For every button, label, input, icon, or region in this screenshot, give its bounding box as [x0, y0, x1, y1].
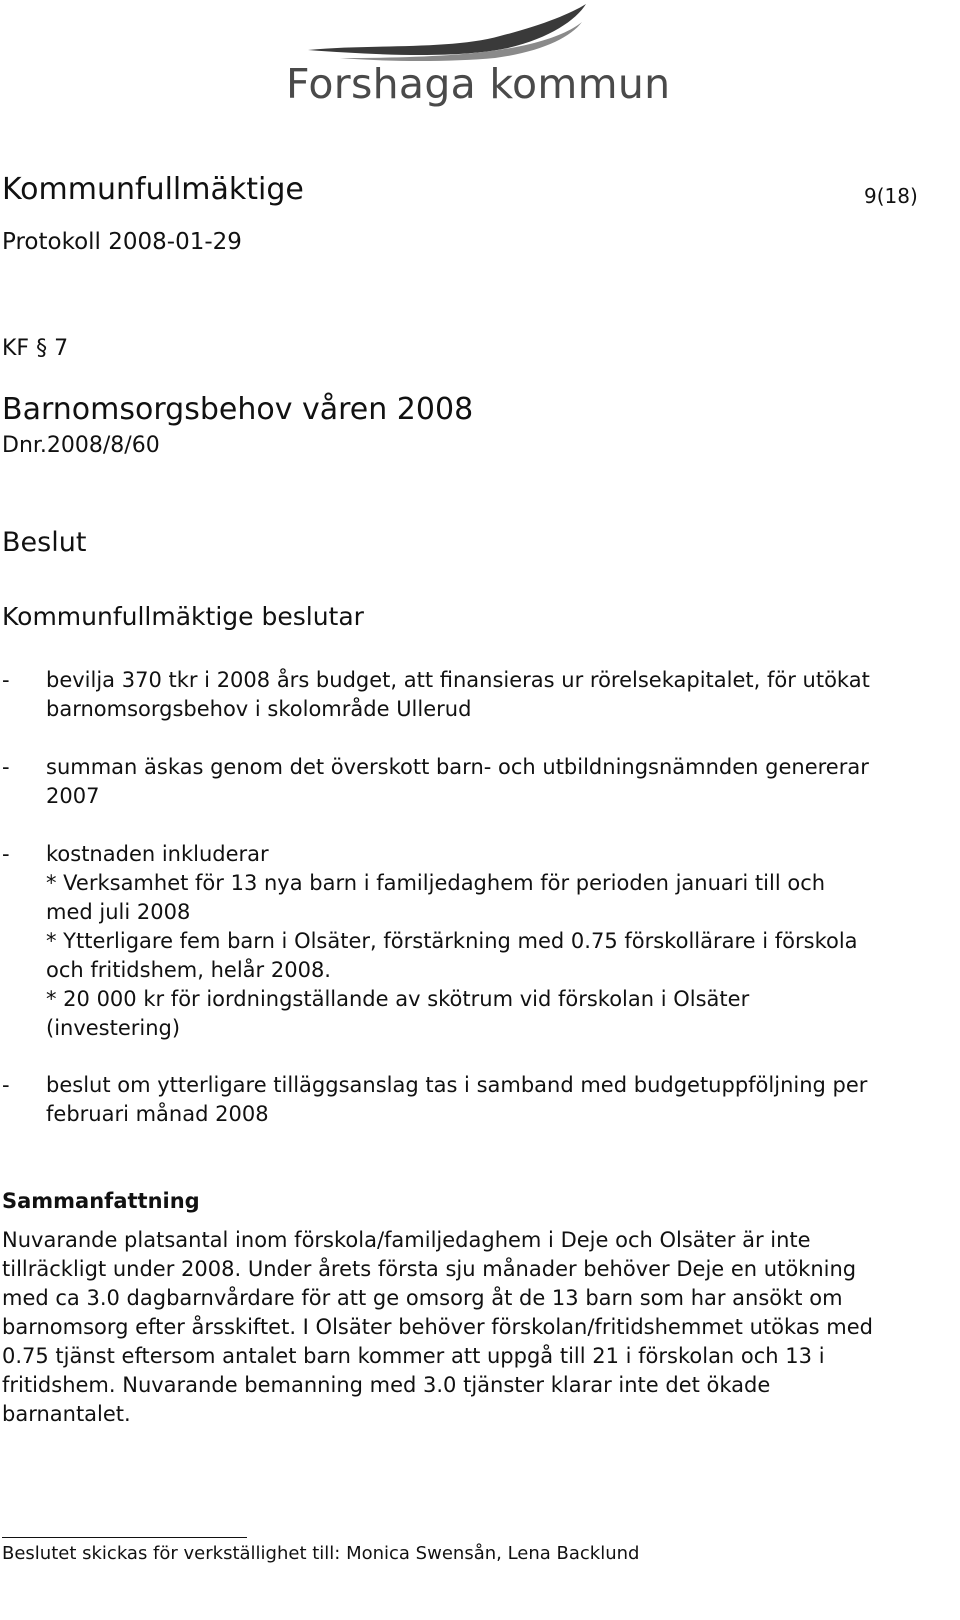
case-number: Dnr.2008/8/60	[2, 433, 160, 458]
decision-heading: Beslut	[2, 527, 87, 558]
list-item-line: * 20 000 kr för iordningställande av skötrum vid förskolan i Olsäter	[46, 987, 750, 1011]
list-item-line: kostnaden inkluderar	[46, 842, 269, 866]
list-item-line: summan äskas genom det överskott barn- och utbildningsnämnden genererar	[46, 755, 869, 779]
summary-line: tillräckligt under 2008. Under årets första sju månader behöver Deje en utökning	[2, 1257, 857, 1281]
logo-text: Forshaga kommun	[286, 60, 671, 108]
municipality-logo	[280, 0, 671, 115]
summary-heading: Sammanfattning	[2, 1189, 200, 1213]
protocol-date: Protokoll 2008-01-29	[2, 229, 242, 255]
paragraph-reference: KF § 7	[2, 336, 69, 361]
summary-line: barnantalet.	[2, 1402, 131, 1426]
case-title: Barnomsorgsbehov våren 2008	[2, 392, 474, 427]
list-dash: -	[2, 1073, 10, 1097]
summary-line: med ca 3.0 dagbarnvårdare för att ge omsorg åt de 13 barn som har ansökt om	[2, 1286, 843, 1310]
summary-line: 0.75 tjänst eftersom antalet barn kommer att uppgå till 21 i förskolan och 13 i	[2, 1344, 825, 1368]
list-item-line: 2007	[46, 784, 100, 808]
summary-line: fritidshem. Nuvarande bemanning med 3.0 tjänster klarar inte det ökade	[2, 1373, 771, 1397]
list-item-line: med juli 2008	[46, 900, 191, 924]
summary-line: barnomsorg efter årsskiftet. I Olsäter behöver förskolan/fritidshemmet utökas med	[2, 1315, 873, 1339]
list-item-line: bevilja 370 tkr i 2008 års budget, att finansieras ur rörelsekapitalet, för utökat	[46, 668, 870, 692]
list-dash: -	[2, 842, 10, 866]
page-title: Kommunfullmäktige	[2, 172, 304, 207]
footer-divider	[2, 1537, 247, 1538]
list-item-line: * Verksamhet för 13 nya barn i familjedaghem för perioden januari till och	[46, 871, 826, 895]
page-number: 9(18)	[864, 184, 918, 208]
list-item-line: barnomsorgsbehov i skolområde Ullerud	[46, 697, 472, 721]
list-item-line: och fritidshem, helår 2008.	[46, 958, 331, 982]
list-dash: -	[2, 755, 10, 779]
list-item-line: * Ytterligare fem barn i Olsäter, förstärkning med 0.75 förskollärare i förskola	[46, 929, 858, 953]
list-item-line: beslut om ytterligare tilläggsanslag tas i samband med budgetuppföljning per	[46, 1073, 868, 1097]
decision-subheading: Kommunfullmäktige beslutar	[2, 602, 364, 631]
list-item-line: (investering)	[46, 1016, 181, 1040]
list-dash: -	[2, 668, 10, 692]
list-item-line: februari månad 2008	[46, 1102, 269, 1126]
wave-swoosh-logo-icon	[280, 0, 620, 62]
summary-line: Nuvarande platsantal inom förskola/familjedaghem i Deje och Olsäter är inte	[2, 1228, 811, 1252]
footer-distribution: Beslutet skickas för verkställighet till: Monica Swensån, Lena Backlund	[2, 1543, 640, 1564]
